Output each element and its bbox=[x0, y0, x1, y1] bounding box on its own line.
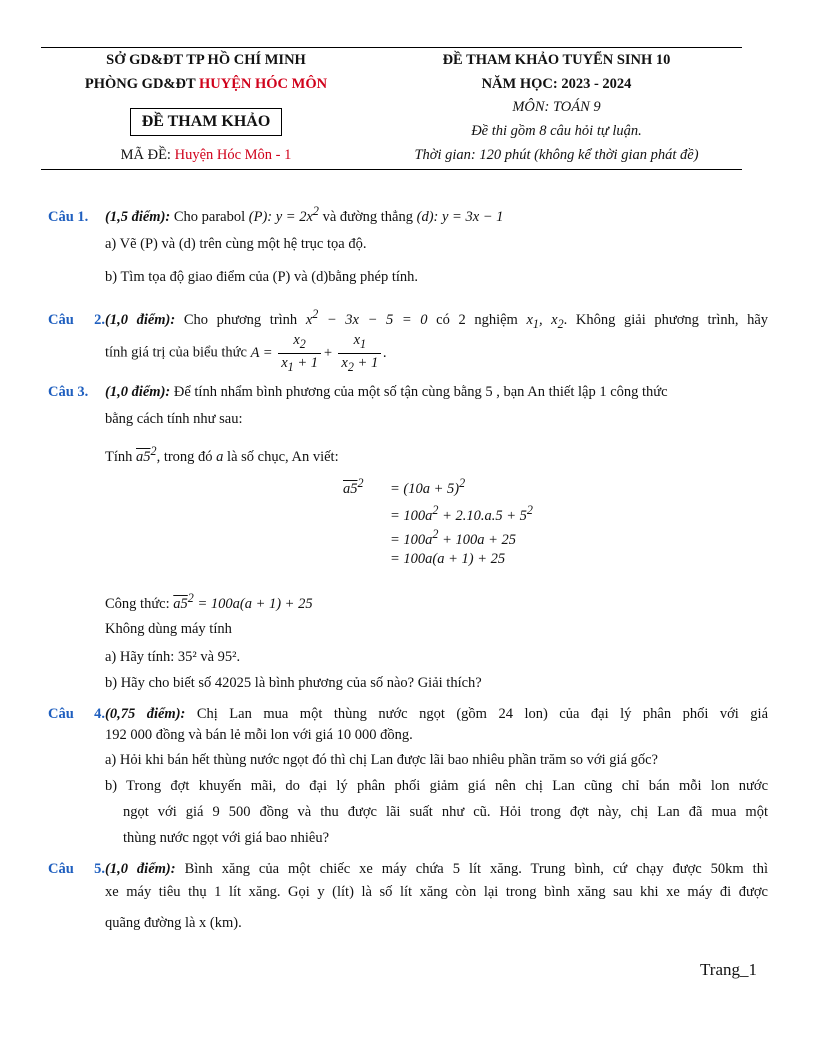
time-limit: Thời gian: 120 phút (không kể thời gian phát đề) bbox=[414, 147, 699, 163]
q4-part-b1: b) Trong đợt khuyến mãi, do đại lý phân phối giảm giá nên chị Lan cũng chỉ bán mỗi lon nước bbox=[105, 778, 768, 794]
q1-label: Câu 1. bbox=[48, 208, 89, 225]
q1-line: Câu 1. (1,5 điểm): Cho parabol (P): $y = 2x^2$ và đường thẳng (d): y = 3x − 1 bbox=[48, 204, 504, 225]
q3-part-a: a) Hãy tính: 35² và 95². bbox=[105, 649, 241, 665]
boxed-title: ĐỀ THAM KHẢO bbox=[130, 108, 283, 136]
district-name: HUYỆN HÓC MÔN bbox=[199, 76, 328, 92]
school-year: NĂM HỌC: 2023 - 2024 bbox=[481, 76, 632, 92]
q4-part-b2: ngọt với giá 9 500 đồng và thu được lãi suất như cũ. Hỏi trong đợt này, chị Lan đã mua một bbox=[123, 804, 768, 820]
q2-equation: $x^2 - 3x - 5 = 0$ bbox=[305, 307, 428, 328]
q3-part-b: b) Hãy cho biết số 42025 là bình phương của số nào? Giải thích? bbox=[105, 675, 482, 691]
q4-line2: 192 000 đồng và bán lẻ mỗi lon với giá 10 000 đồng. bbox=[105, 727, 413, 743]
q5-line2: xe máy tiêu thụ 1 lít xăng. Gọi y (lít) là số lít xăng còn lại trong bình xăng sau khi xe máy đi được bbox=[105, 884, 768, 900]
page-number: Trang_1 bbox=[700, 960, 757, 979]
q3-line1: Câu 3. (1,0 điểm): Để tính nhẩm bình phương của một số tận cùng bằng 5 , bạn An thiết lập 1 công thức bbox=[48, 384, 668, 400]
q3-derivation-step4: = 100a(a + 1) + 25 bbox=[390, 551, 506, 567]
q5-line1: Câu 5.(1,0 điểm): Bình xăng của một chiếc xe máy chứa 5 lít xăng. Trung bình, cứ chạy được 50km thì bbox=[48, 861, 768, 877]
q4-part-a: a) Hỏi khi bán hết thùng nước ngọt đó thì chị Lan được lãi bao nhiêu phần trăm so với giá gốc? bbox=[105, 752, 658, 768]
dept-name: SỞ GD&ĐT TP HỒ CHÍ MINH bbox=[106, 52, 306, 68]
office-name: PHÒNG GD&ĐT HUYỆN HÓC MÔN bbox=[84, 76, 328, 92]
exam-title: ĐỀ THAM KHẢO TUYỂN SINH 10 bbox=[442, 52, 671, 68]
question-count: Đề thi gồm 8 câu hỏi tự luận. bbox=[471, 123, 642, 139]
q4-part-b3: thùng nước ngọt với giá bao nhiêu? bbox=[123, 830, 330, 846]
q1-part-a: a) Vẽ (P) và (d) trên cùng một hệ trục tọa độ. bbox=[105, 236, 367, 252]
q1-part-b: b) Tìm tọa độ giao điểm của (P) và (d)bằng phép tính. bbox=[105, 269, 419, 285]
q3-derivation-step1: = $(10a + 5)^2$ bbox=[390, 476, 466, 497]
q2-expression: A = $\frac{x_2}{x_1 + 1}$ + $\frac{x_1}{x_2 + 1}$ . bbox=[250, 332, 387, 374]
q2-line1: Câu 2.(1,0 điểm): Cho phương trình $x^2 - 3x - 5 = 0$ có 2 nghiệm $x_1$, $x_2$. Không giải phương trình, hãy bbox=[48, 307, 769, 331]
q1-parabola-formula: (P): $y = 2x^2$ bbox=[248, 204, 319, 225]
header-top-rule bbox=[41, 47, 742, 48]
q3-derivation-step2: = $100a^2 + 2.10.a.5 + 5^2$ bbox=[390, 503, 533, 524]
q3-derivation-lhs: $a5^2$ bbox=[343, 476, 364, 497]
exam-code: MÃ ĐỀ: Huyện Hóc Môn - 1 bbox=[120, 147, 292, 163]
q3-line2: bằng cách tính như sau: bbox=[105, 411, 243, 427]
boxed-title-wrap bbox=[41, 108, 371, 136]
subject: MÔN: TOÁN 9 bbox=[512, 99, 601, 115]
q2-line2: tính giá trị của biểu thức A = $\frac{x_2}{x_1 + 1}$ + $\frac{x_1}{x_2 + 1}$ . bbox=[105, 332, 387, 374]
q3-no-calculator: Không dùng máy tính bbox=[105, 621, 232, 637]
q1-line-formula: (d): y = 3x − 1 bbox=[416, 208, 504, 225]
exam-code-value: Huyện Hóc Môn - 1 bbox=[174, 147, 292, 163]
q4-line1: Câu 4.(0,75 điểm): Chị Lan mua một thùng nước ngọt (gồm 24 lon) của đại lý phân phối với giá bbox=[48, 706, 768, 722]
q5-line3: quãng đường là x (km). bbox=[105, 915, 242, 931]
q3-line3: Tính $a5^2$, trong đó a là số chục, An viết: bbox=[105, 444, 339, 465]
q3-derivation-step3: = $100a^2 + 100a + 25$ bbox=[390, 527, 517, 548]
q3-formula: Công thức: $a5^2 = 100a(a + 1) + 25$ bbox=[105, 591, 313, 612]
header-bottom-rule bbox=[41, 169, 742, 170]
